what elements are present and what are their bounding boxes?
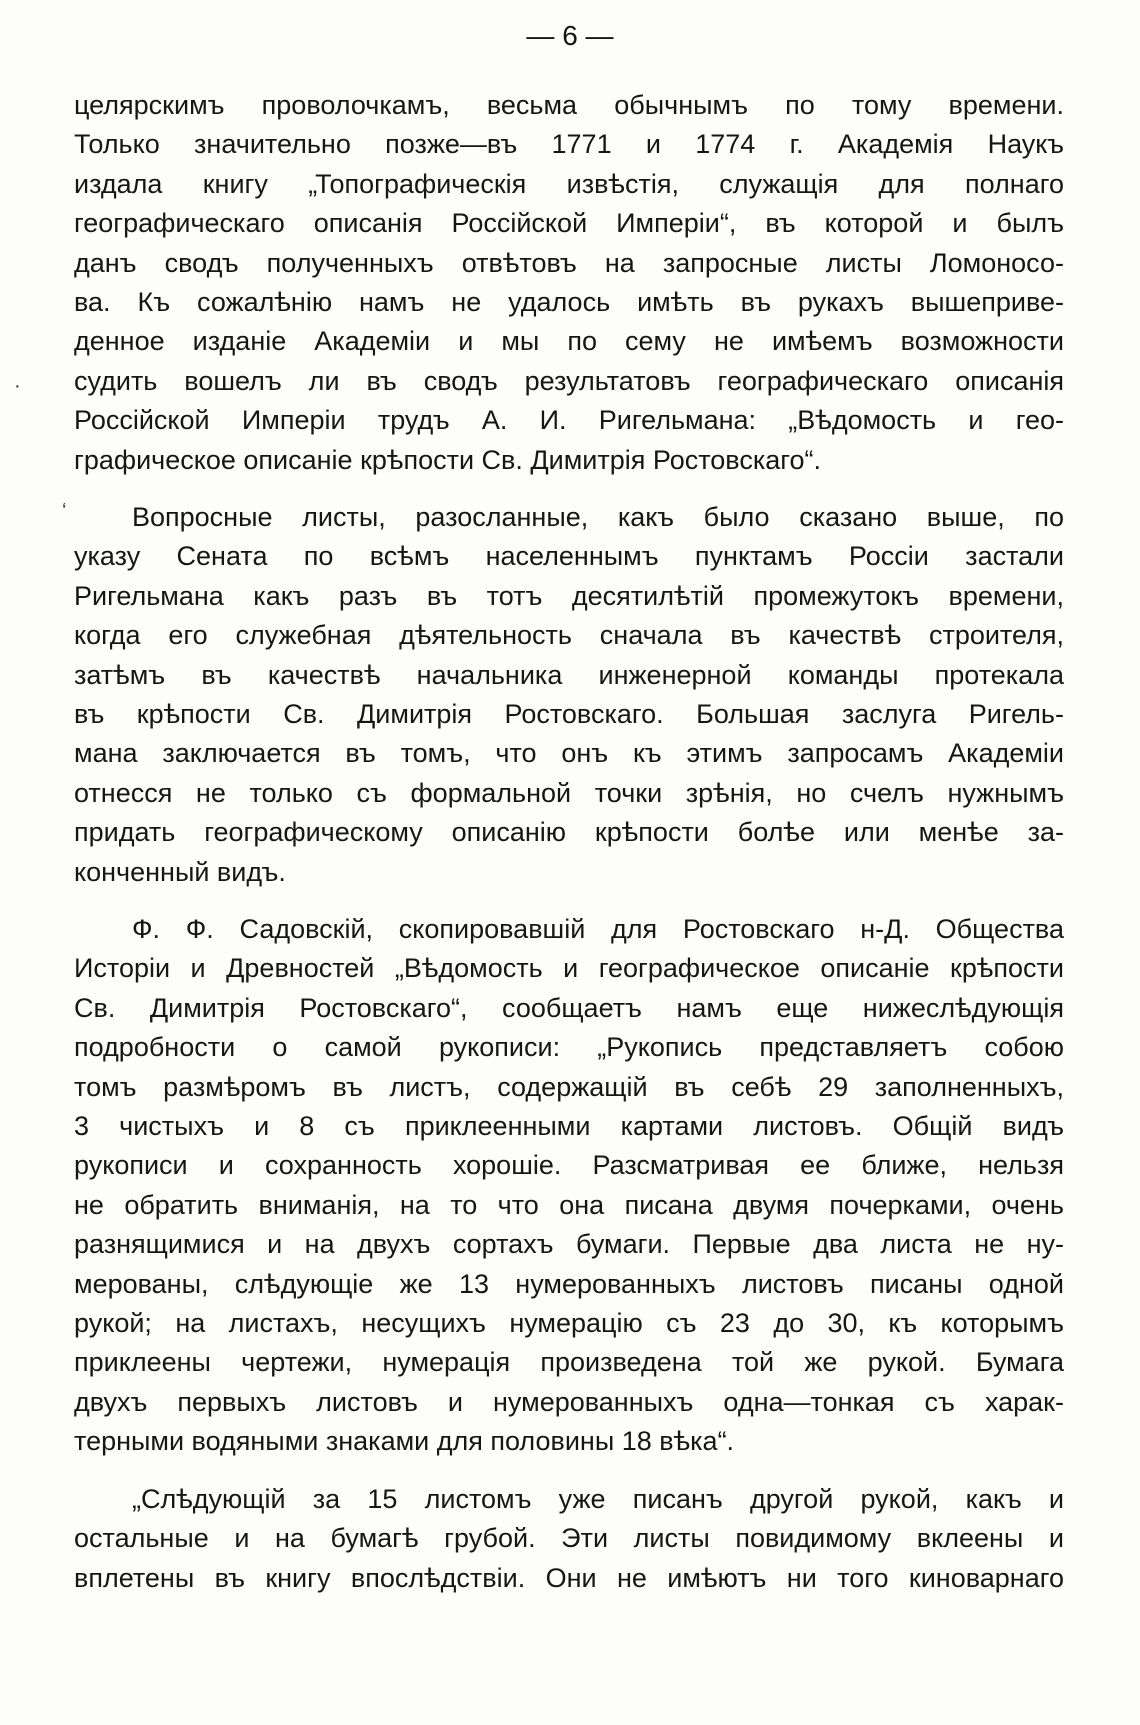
text-line: когда его служебная дѣятельность сначала въ качествѣ строителя, [74, 620, 1064, 651]
text-line: Вопросные листы, разосланные, какъ было сказано выше, по [132, 502, 1064, 532]
text-line: мерованы, слѣдующіе же 13 нумерованныхъ листовъ писаны одной [74, 1268, 1064, 1299]
text-line: указу Сената по всѣмъ населеннымъ пунктамъ Россіи застали [74, 541, 1064, 572]
text-line: графическое описаніе крѣпости Св. Димитрія Ростовскаго“. [74, 444, 822, 475]
text-line: остальные и на бумагѣ грубой. Эти листы повидимому вклеены и [74, 1523, 1064, 1554]
text-line: ва. Къ сожалѣнію намъ не удалось имѣть въ рукахъ вышеприве- [74, 287, 1064, 318]
text-line: приклеены чертежи, нумерація произведена той же рукой. Бумага [74, 1347, 1064, 1378]
text-line: Только значительно позже—въ 1771 и 1774 г. Академія Наукъ [74, 129, 1064, 160]
margin-tick: ʻ [62, 501, 67, 523]
text-line: разнящимися и на двухъ сортахъ бумаги. Первые два листа не ну- [74, 1229, 1064, 1260]
page-number: — 6 — [526, 20, 614, 51]
text-line: данъ сводъ полученныхъ отвѣтовъ на запросные листы Ломоносо- [74, 247, 1064, 278]
text-line: рукописи и сохранность хорошіе. Разсматривая ее ближе, нельзя [74, 1150, 1064, 1181]
paragraph-1 [74, 86, 1064, 480]
paragraph-2 [74, 498, 1064, 892]
text-line: Св. Димитрія Ростовскаго“, сообщаетъ намъ еще нижеслѣдующія [74, 992, 1064, 1023]
text-line: Ригельмана какъ разъ въ тотъ десятилѣтій промежутокъ времени, [74, 580, 1064, 611]
text-line: судить вошелъ ли въ сводъ результатовъ географическаго описанія [74, 365, 1064, 396]
text-line: не обратить вниманія, на то что она писана двумя почерками, очень [74, 1189, 1064, 1220]
paragraph-3 [74, 910, 1064, 1462]
text-line: „Слѣдующій за 15 листомъ уже писанъ другой рукой, какъ и [132, 1484, 1064, 1514]
text-line: Исторіи и Древностей „Вѣдомость и географическое описаніе крѣпости [74, 953, 1064, 984]
text-line: двухъ первыхъ листовъ и нумерованныхъ одна—тонкая съ харак- [74, 1386, 1064, 1417]
text-line: Ф. Ф. Садовскій, скопировавшій для Ростовскаго н-Д. Общества [132, 914, 1064, 944]
text-line: томъ размѣромъ въ листъ, содержащій въ себѣ 29 заполненныхъ, [74, 1071, 1064, 1102]
text-line: издала книгу „Топографическія извѣстія, служащія для полнаго [74, 168, 1064, 199]
text-line: денное изданіе Академіи и мы по сему не имѣемъ возможности [74, 326, 1064, 357]
paragraph-4 [74, 1480, 1064, 1598]
text-line: географическаго описанія Россійской Имперіи“, въ которой и былъ [74, 208, 1064, 239]
text-line: целярскимъ проволочкамъ, весьма обычнымъ по тому времени. [74, 90, 1064, 120]
text-line: 3 чистыхъ и 8 съ приклеенными картами листовъ. Общій видъ [74, 1111, 1064, 1142]
text-line: мана заключается въ томъ, что онъ къ этимъ запросамъ Академіи [74, 738, 1064, 769]
text-line: терными водяными знаками для половины 18 вѣка“. [74, 1426, 735, 1457]
text-line: въ крѣпости Св. Димитрія Ростовскаго. Большая заслуга Ригель- [74, 699, 1064, 730]
text-line: вплетены въ книгу впослѣдствіи. Они не имѣютъ ни того киноварнаго [74, 1562, 1064, 1593]
text-line: придать географическому описанію крѣпости болѣе или менѣе за- [74, 817, 1064, 848]
text-line: Россійской Имперіи трудъ А. И. Ригельмана: „Вѣдомость и гео- [74, 405, 1064, 436]
text-line: затѣмъ въ качествѣ начальника инженерной команды протекала [74, 659, 1064, 690]
margin-dot: · [14, 375, 21, 397]
text-line: подробности о самой рукописи: „Рукопись представляетъ собою [74, 1032, 1064, 1063]
text-line: рукой; на листахъ, несущихъ нумерацію съ 23 до 30, къ которымъ [74, 1308, 1064, 1339]
text-line: отнесся не только съ формальной точки зрѣнія, но счелъ нужнымъ [74, 777, 1064, 808]
text-line: конченный видъ. [74, 856, 286, 887]
